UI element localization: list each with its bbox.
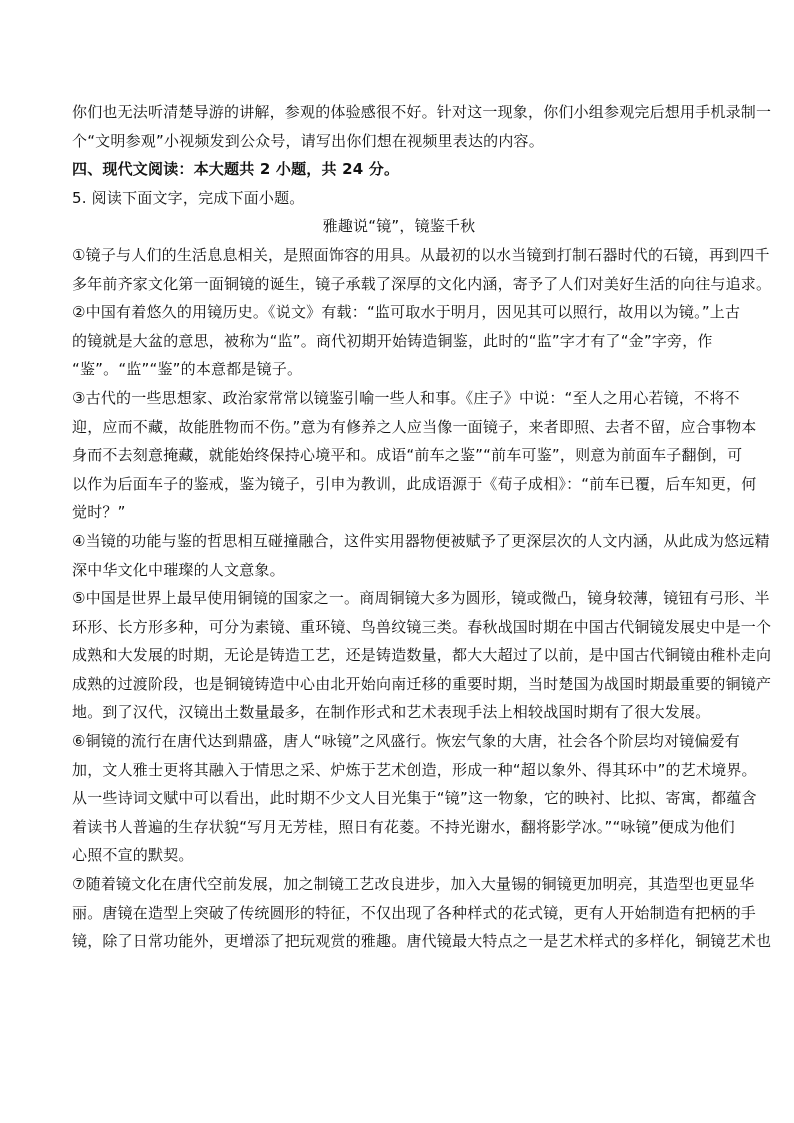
paragraph-line: 心照不宣的默契。 [72,846,194,865]
paragraph-line: 深中华文化中璀璨的人文意象。 [72,560,285,579]
paragraph-line: ⑦随着镜文化在唐代空前发展，加之制镜工艺改良进步，加入大量锡的铜镜更加明亮，其造型也更显华 [72,875,755,894]
paragraph-line: ①镜子与人们的生活息息相关，是照面饰容的用具。从最初的以水当镜到打制石器时代的石镜，再到四千 [72,245,770,264]
paragraph-line: 从一些诗词文赋中可以看出，此时期不少文人目光集于“镜”这一物象，它的映衬、比拟、寄寓，都蕴含 [72,789,757,808]
paragraph-line: ⑥铜镜的流行在唐代达到鼎盛，唐人“咏镜”之风盛行。恢宏气象的大唐，社会各个阶层均对镜偏爱有 [72,732,740,751]
paragraph-line: 成熟的过渡阶段，也是铜镜铸造中心由北开始向南迁移的重要时期，当时楚国为战国时期最重要的铜镜产 [72,674,772,693]
paragraph-line: 着读书人普遍的生存状貌“写月无芳桂，照日有花菱。不持光谢水，翻将影学冰。”“咏镜”便成为他们 [72,817,735,836]
paragraph-line: ③古代的一些思想家、政治家常常以镜鉴引喻一些人和事。《庄子》中说：“至人之用心若镜，不将不 [72,388,740,407]
paragraph-line: 多年前齐家文化第一面铜镜的诞生，镜子承载了深厚的文化内涵，寄予了人们对美好生活的向往与追求。 [72,274,772,293]
question-prompt: 5. 阅读下面文字，完成下面小题。 [72,188,305,207]
article-title: 雅趣说“镜”，镜鉴千秋 [322,217,476,236]
paragraph-line: 地。到了汉代，汉镜出土数量最多，在制作形式和艺术表现手法上相较战国时期有了很大发展。 [72,703,711,722]
paragraph-line: 成熟和大发展的时期，无论是铸造工艺，还是铸造数量，都大大超过了以前，是中国古代铜镜由稚朴走向 [72,646,772,665]
paragraph-line: 觉时？” [72,503,126,522]
paragraph-line: ②中国有着悠久的用镜历史。《说文》有载：“监可取水于明月，因见其可以照行，故用以为镜。”上古 [72,303,741,322]
paragraph-line: 加，文人雅士更将其融入于情思之采、炉炼于艺术创造，形成一种“超以象外、得其环中”的艺术境界。 [72,760,757,779]
paragraph-line: 身而不去刻意掩藏，就能始终保持心境平和。成语“前车之鉴”“前车可鉴”，则意为前面车子翻倒，可 [72,446,743,465]
paragraph-line: 以作为后面车子的鉴戒，鉴为镜子，引申为教训，此成语源于《荀子成相》：“前车已覆，后车知更，何 [72,474,757,493]
intro-line: 个“文明参观”小视频发到公众号，请写出你们想在视频里表达的内容。 [72,131,544,150]
paragraph-line: 丽。唐镜在造型上突破了传统圆形的特征，不仅出现了各种样式的花式镜，更有人开始制造有把柄的手 [72,903,757,922]
section-heading: 四、现代文阅读：本大题共 2 小题，共 24 分。 [72,160,400,179]
article-body [72,241,772,956]
paragraph-line: 环形、长方形多种，可分为素镜、重环镜、鸟兽纹镜三类。春秋战国时期在中国古代铜镜发展史中是一个 [72,617,772,636]
paragraph-line: 迎，应而不藏，故能胜物而不伤。”意为有修养之人应当像一面镜子，来者即照、去者不留，应合事物本 [72,417,757,436]
paragraph-line: 的镜就是大盆的意思，被称为“监”。商代初期开始铸造铜鉴，此时的“监”字才有了“金”字旁，作 [72,331,713,350]
paragraph-line: ④当镜的功能与鉴的哲思相互碰撞融合，这件实用器物便被赋予了更深层次的人文内涵，从此成为悠远精 [72,531,770,550]
intro-line: 你们也无法听清楚导游的讲解，参观的体验感很不好。针对这一现象，你们小组参观完后想用手机录制一 [72,103,772,121]
document-page [72,98,772,956]
paragraph-line: “鉴”。“监”“鉴”的本意都是镜子。 [72,360,303,379]
paragraph-line: 镜，除了日常功能外，更增添了把玩观赏的雅趣。唐代镜最大特点之一是艺术样式的多样化，铜镜艺术也 [72,932,772,951]
paragraph-line: ⑤中国是世界上最早使用铜镜的国家之一。商周铜镜大多为圆形，镜或微凸，镜身较薄，镜钮有弓形、半 [72,589,770,608]
